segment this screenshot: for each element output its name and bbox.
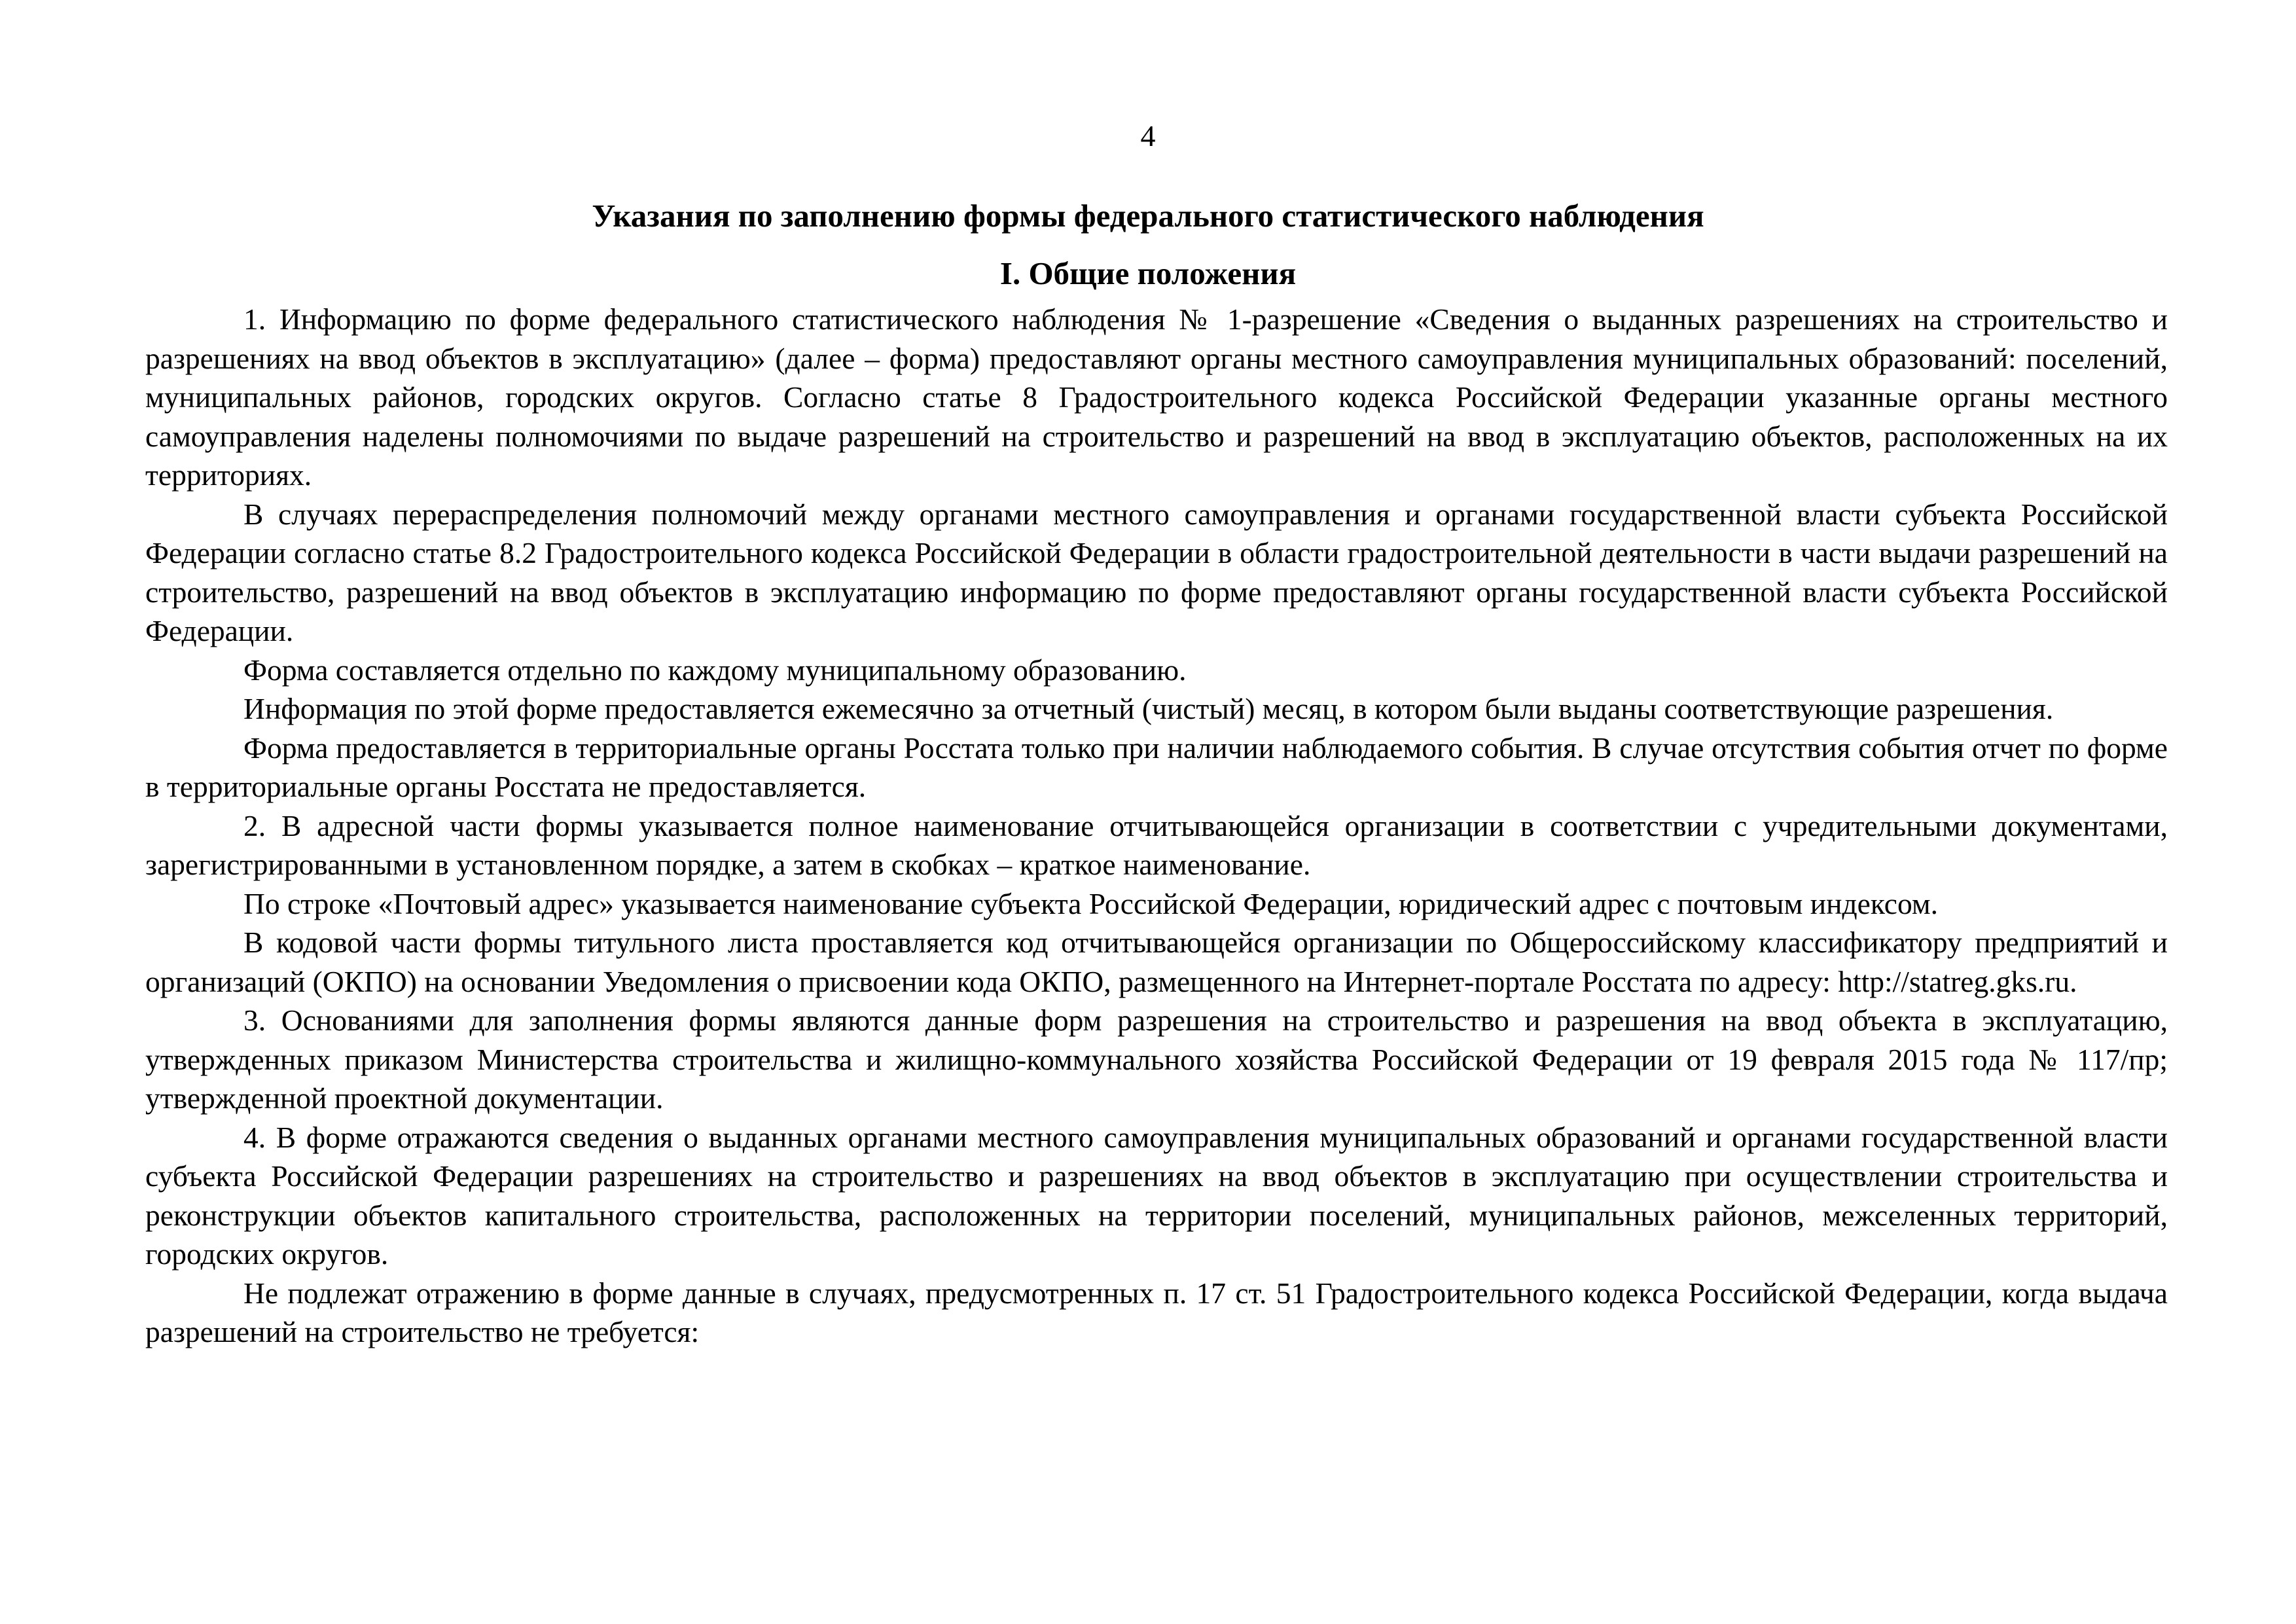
paragraph-6: 2. В адресной части формы указывается полное наименование отчитывающейся организации в соответствии с учредительными документами, зарегистрированными в установленном порядке, а затем в скобках – краткое наименование. (145, 808, 2168, 881)
document-body (145, 300, 2168, 1352)
paragraph-3: Форма составляется отдельно по каждому муниципальному образованию. (243, 653, 1187, 687)
paragraph-10: 4. В форме отражаются сведения о выданных органами местного самоуправления муниципальных образований и органами государственной власти субъекта Российской Федерации разрешениях на строительство и разрешениях на ввод объектов в эксплуатацию при осуществлении строительства и реконструкции объектов капитального строительства, расположенных на территории поселений, муниципальных районов, межселенных территорий, городских округов. (145, 1120, 2168, 1271)
page-number: 4 (1140, 119, 1156, 153)
paragraph-5: Форма предоставляется в территориальные органы Росстата только при наличии наблюдаемого события. В случае отсутствия события отчет по форме в территориальные органы Росстата не предоставляется. (145, 731, 2168, 803)
paragraph-9: 3. Основаниями для заполнения формы являются данные форм разрешения на строительство и разрешения на ввод объекта в эксплуатацию, утвержденных приказом Министерства строительства и жилищно-коммунального хозяйства Российской Федерации от 19 февраля 2015 года № 117/пр; утвержденной проектной документации. (145, 1003, 2168, 1115)
document-title: Указания по заполнению формы федерального статистического наблюдения (592, 198, 1704, 234)
paragraph-7: По строке «Почтовый адрес» указывается наименование субъекта Российской Федерации, юридический адрес с почтовым индексом. (243, 886, 1939, 920)
paragraph-4: Информация по этой форме предоставляется ежемесячно за отчетный (чистый) месяц, в котором были выданы соответствующие разрешения. (243, 692, 2054, 725)
paragraph-8: В кодовой части формы титульного листа проставляется код отчитывающейся организации по Общероссийскому классификатору предприятий и организаций (ОКПО) на основании Уведомления о присвоении кода ОКПО, размещенного на Интернет-портале Росстата по адресу: http://statreg.gks.ru. (145, 926, 2168, 998)
paragraph-2: В случаях перераспределения полномочий между органами местного самоуправления и органами государственной власти субъекта Российской Федерации согласно статье 8.2 Градостроительного кодекса Российской Федерации в области градостроительной деятельности в части выдачи разрешений на строительство, разрешений на ввод объектов в эксплуатацию информацию по форме предоставляют органы государственной власти субъекта Российской Федерации. (145, 497, 2168, 647)
section-title: I. Общие положения (999, 255, 1297, 291)
paragraph-11: Не подлежат отражению в форме данные в случаях, предусмотренных п. 17 ст. 51 Градостроительного кодекса Российской Федерации, когда выдача разрешений на строительство не требуется: (145, 1276, 2168, 1348)
paragraph-1: 1. Информацию по форме федерального статистического наблюдения № 1-разрешение «Сведения о выданных разрешениях на строительство и разрешениях на ввод объектов в эксплуатацию» (далее – форма) предоставляют органы местного самоуправления муниципальных образований: поселений, муниципальных районов, городских округов. Согласно статье 8 Градостроительного кодекса Российской Федерации указанные органы местного самоуправления наделены полномочиями по выдаче разрешений на строительство и разрешений на ввод в эксплуатацию объектов, расположенных на их территориях. (145, 302, 2168, 492)
